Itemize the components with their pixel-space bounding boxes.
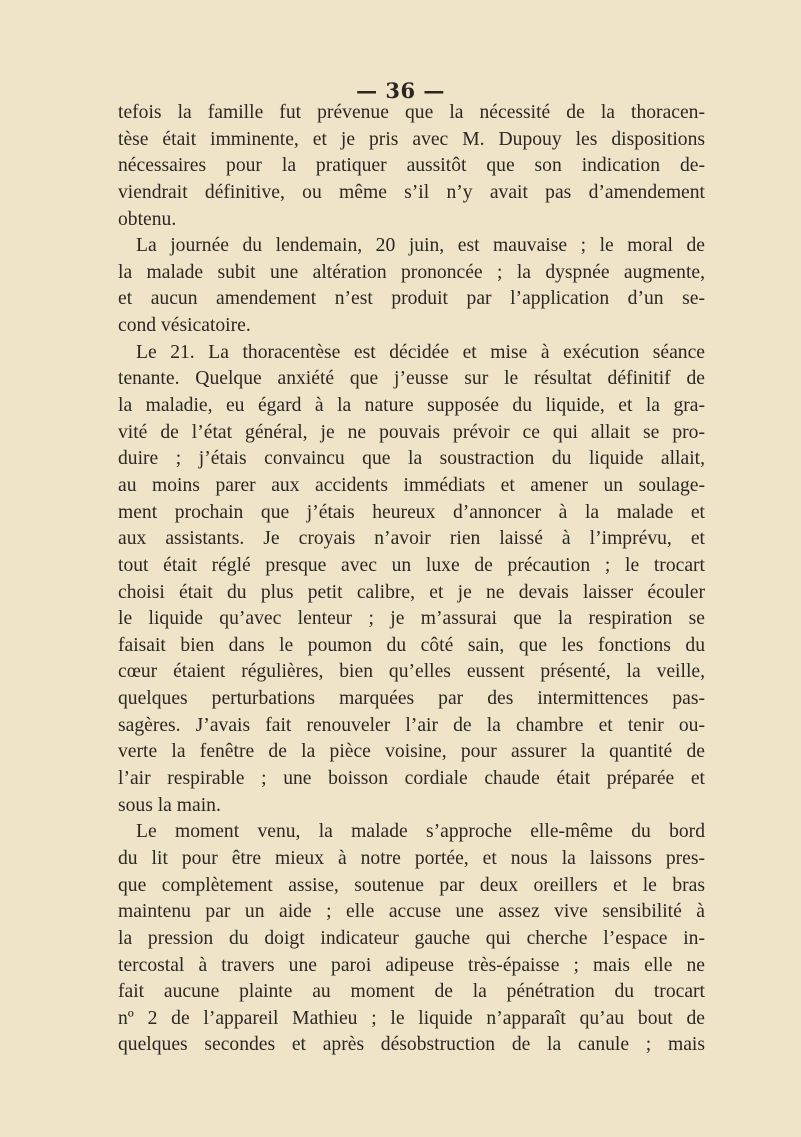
text-line: tefois la famille fut prévenue que la nécessité de la thoracen- bbox=[118, 102, 705, 123]
text-line: tèse était imminente, et je pris avec M. Dupouy les dispositions bbox=[118, 128, 705, 150]
text-line: sous la main. bbox=[118, 794, 221, 816]
text-line: choisi était du plus petit calibre, et je ne devais laisser écouler bbox=[118, 581, 705, 603]
text-line: vité de l’état général, je ne pouvais prévoir ce qui allait se pro- bbox=[118, 421, 705, 443]
text-line: La journée du lendemain, 20 juin, est mauvaise ; le moral de bbox=[136, 235, 705, 257]
text-line: cond vésicatoire. bbox=[118, 315, 251, 337]
text-line: quelques perturbations marquées par des intermittences pas- bbox=[118, 688, 705, 710]
text-line: la maladie, eu égard à la nature supposée du liquide, et la gra- bbox=[118, 395, 705, 417]
text-line: tout était réglé presque avec un luxe de précaution ; le trocart bbox=[118, 554, 705, 576]
text-line: ment prochain que j’étais heureux d’annoncer à la malade et bbox=[118, 501, 705, 523]
text-line: verte la fenêtre de la pièce voisine, pour assurer la quantité de bbox=[118, 741, 705, 763]
text-line: du lit pour être mieux à notre portée, et nous la laissons pres- bbox=[118, 847, 705, 869]
text-line: et aucun amendement n’est produit par l’application d’un se- bbox=[118, 288, 705, 310]
text-line: fait aucune plainte au moment de la pénétration du trocart bbox=[118, 981, 705, 1003]
page-number: — 36 — bbox=[356, 78, 445, 103]
text-line: nécessaires pour la pratiquer aussitôt que son indication de- bbox=[118, 155, 705, 177]
text-line: tenante. Quelque anxiété que j’eusse sur le résultat définitif de bbox=[118, 368, 705, 390]
text-line: quelques secondes et après désobstruction de la canule ; mais bbox=[118, 1034, 705, 1056]
text-line: la pression du doigt indicateur gauche qui cherche l’espace in- bbox=[118, 927, 705, 949]
text-line: faisait bien dans le poumon du côté sain, que les fonctions du bbox=[118, 634, 705, 656]
text-line: la malade subit une altération prononcée ; la dyspnée augmente, bbox=[118, 261, 705, 283]
text-line: Le moment venu, la malade s’approche elle-même du bord bbox=[136, 821, 705, 843]
text-line: obtenu. bbox=[118, 208, 177, 230]
text-line: le liquide qu’avec lenteur ; je m’assurai que la respiration se bbox=[118, 608, 705, 630]
text-line: cœur étaient régulières, bien qu’elles eussent présenté, la veille, bbox=[118, 661, 705, 683]
text-line: sagères. J’avais fait renouveler l’air de la chambre et tenir ou- bbox=[118, 714, 705, 736]
text-line: tercostal à travers une paroi adipeuse très-épaisse ; mais elle ne bbox=[118, 954, 705, 976]
text-line: duire ; j’étais convaincu que la soustraction du liquide allait, bbox=[118, 448, 705, 470]
text-line: l’air respirable ; une boisson cordiale chaude était préparée et bbox=[118, 768, 705, 790]
text-line: nº 2 de l’appareil Mathieu ; le liquide n’apparaît qu’au bout de bbox=[118, 1007, 705, 1029]
text-line: aux assistants. Je croyais n’avoir rien laissé à l’imprévu, et bbox=[118, 528, 705, 550]
text-line: maintenu par un aide ; elle accuse une assez vive sensibilité à bbox=[118, 901, 705, 923]
text-line: viendrait définitive, ou même s’il n’y avait pas d’amendement bbox=[118, 181, 705, 203]
text-line: au moins parer aux accidents immédiats et amener un soulage- bbox=[118, 474, 705, 496]
text-line: Le 21. La thoracentèse est décidée et mise à exécution séance bbox=[136, 341, 705, 363]
text-line: que complètement assise, soutenue par deux oreillers et le bras bbox=[118, 874, 705, 896]
body-text bbox=[118, 100, 705, 1059]
